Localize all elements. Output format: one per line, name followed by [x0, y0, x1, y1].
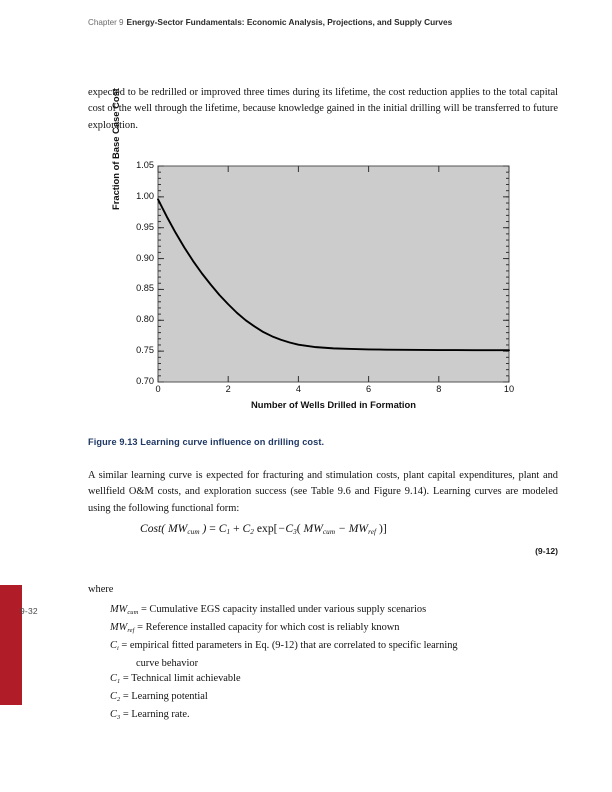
chapter-edge-marker	[0, 585, 22, 705]
definition-item	[110, 638, 560, 671]
chart-y-tick: 1.05	[136, 160, 154, 170]
definition-subscript: ref	[127, 626, 135, 634]
chart-y-axis-label: Fraction of Base Case Cost	[110, 88, 121, 210]
definition-symbol: MW	[110, 622, 128, 633]
chart-y-tick: 0.80	[136, 314, 154, 325]
chart-x-tick: 8	[436, 384, 442, 394]
definition-subscript: cum	[127, 608, 139, 616]
chart-y-tick: 1.00	[136, 190, 154, 201]
definition-item	[110, 620, 560, 638]
chart-y-tick: 0.70	[136, 376, 154, 386]
definition-continuation: curve behavior	[136, 658, 199, 669]
figure-caption: Figure 9.13 Learning curve influence on drilling cost.	[88, 437, 325, 447]
running-header-chapter: Chapter 9	[88, 18, 124, 27]
chart-y-tick: 0.75	[136, 345, 154, 356]
running-header	[88, 17, 558, 27]
chart-plot-area	[88, 150, 558, 422]
equation-block	[88, 522, 558, 556]
definition-item	[110, 689, 560, 707]
page-number: 9-32	[20, 606, 38, 616]
chart-y-tick: 0.85	[136, 283, 154, 294]
symbol-definition-list	[110, 602, 560, 725]
chart-x-tick: 2	[225, 384, 231, 394]
definition-subscript: 1	[116, 678, 121, 685]
definition-item	[110, 707, 560, 725]
equation-number: (9-12)	[535, 546, 558, 556]
definition-symbol: C	[110, 709, 117, 721]
definition-text: = Technical limit achievable	[120, 673, 241, 685]
definition-text: = Learning potential	[120, 691, 208, 703]
definition-symbol: MW	[110, 604, 128, 615]
chart-x-tick: 10	[503, 384, 515, 394]
definition-text: = Learning rate.	[120, 709, 190, 721]
definition-subscript: 2	[116, 696, 121, 703]
definition-text: = Reference installed capacity for which cost is reliably known	[134, 622, 400, 633]
where-label: where	[88, 584, 114, 595]
paragraph-intro: expected to be redrilled or improved three times during its lifetime, the cost reduction applies to the total capital cost of the well through the lifetime, because knowledge gained in the initial drilling will be transferred to future exploration.	[88, 87, 558, 131]
chart-y-tick: 0.90	[136, 252, 154, 263]
definition-item	[110, 602, 560, 620]
definition-subscript: i	[116, 644, 119, 652]
definition-subscript: 3	[116, 714, 121, 721]
chart-y-tick: 0.95	[136, 221, 154, 232]
chart-x-axis-label: Number of Wells Drilled in Formation	[251, 399, 416, 410]
definition-symbol: C	[110, 691, 117, 703]
definition-text: = empirical fitted parameters in Eq. (9-12) that are correlated to specific learning	[118, 640, 458, 651]
definition-item	[110, 671, 560, 689]
definition-symbol: C	[110, 640, 117, 651]
equation-9-12: Cost( $MW_{cum}$ ) = $C_1 + C_2$ $\exp[-C_3$( $MW_{cum} - MW_{ref}$ )]	[140, 522, 387, 536]
definition-symbol: C	[110, 673, 117, 685]
chart-x-tick: 0	[155, 384, 161, 394]
chart-x-tick: 6	[366, 384, 372, 394]
definition-text: = Cumulative EGS capacity installed under various supply scenarios	[138, 604, 427, 615]
running-header-title: Energy-Sector Fundamentals: Economic Analysis, Projections, and Supply Curves	[126, 17, 453, 27]
chart-x-tick: 4	[295, 384, 301, 394]
paragraph-after-figure: A similar learning curve is expected for fracturing and stimulation costs, plant capital expenditures, plant and wellfield O&M costs, and exploration success (see Table 9.6 and Figure 9.14). Learning curves are modeled using the following functional form:	[88, 470, 558, 514]
